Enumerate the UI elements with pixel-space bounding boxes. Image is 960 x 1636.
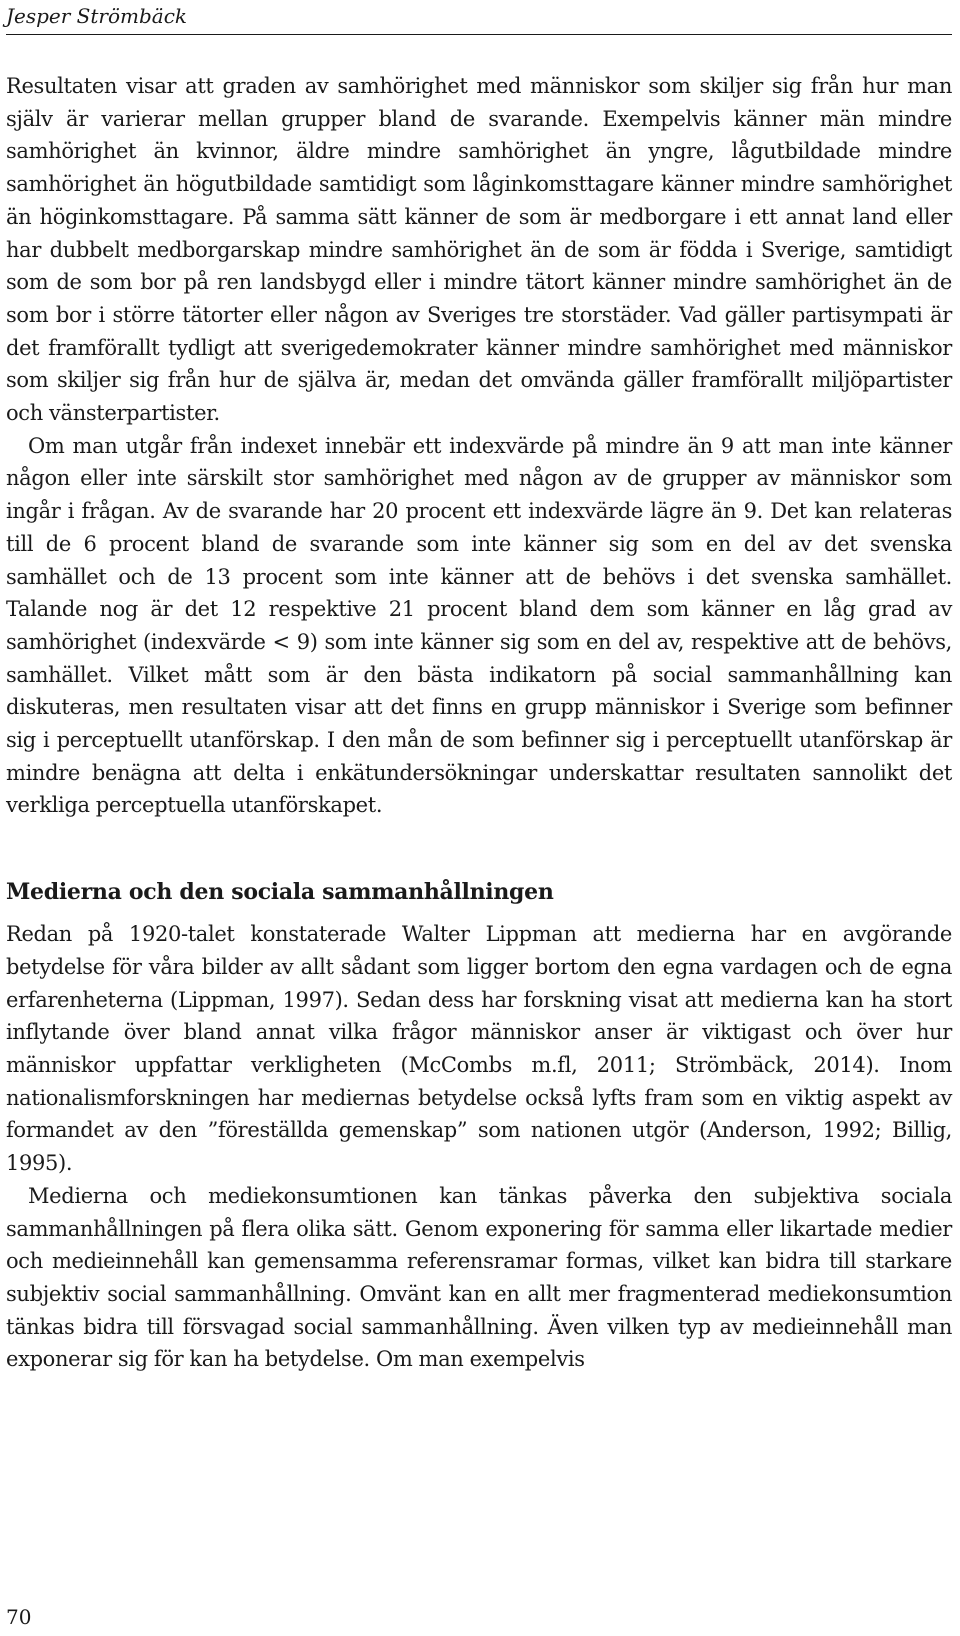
document-page	[6, 0, 952, 1636]
paragraph: Medierna och mediekonsumtionen kan tänkas påverka den subjektiva sociala sammanhållningen på flera olika sätt. Genom exponering för samma eller likartade medier och medieinnehåll kan gemensamma referensramar formas, vilket kan bidra till starkare subjektiv social sammanhållning. Omvänt kan en allt mer fragmenterad mediekonsumtion tänkas bidra till försvagad social sammanhållning. Även vilken typ av medieinnehåll man exponerar sig för kan ha betydelse. Om man exempelvis	[6, 1183, 952, 1372]
section-heading: Medierna och den sociala sammanhållningen	[6, 879, 554, 906]
paragraph: Resultaten visar att graden av samhörighet med människor som skiljer sig från hur man själv är varierar mellan grupper bland de svarande. Exempelvis känner män mindre samhörighet än kvinnor, äldre mindre samhörighet än yngre, lågutbildade mindre samhörighet än högutbildade samtidigt som låginkomsttagare känner mindre samhörighet än höginkomsttagare. På samma sätt känner de som är medborgare i ett annat land eller har dubbelt medborgarskap mindre samhörighet än de som är födda i Sverige, samtidigt som de som bor på ren landsbygd eller i mindre tätort känner mindre samhörighet än de som bor i större tätorter eller någon av Sveriges tre storstäder. Vad gäller partisympati är det framförallt tydligt att sverigedemokrater känner mindre samhörighet med människor som skiljer sig från hur de själva är, medan det omvända gäller framförallt miljöpartister och vänsterpartister.	[6, 74, 952, 426]
page-number: 70	[6, 1605, 32, 1629]
paragraph: Om man utgår från indexet innebär ett indexvärde på mindre än 9 att man inte känner någon eller inte särskilt stor samhörighet med någon av de grupper av människor som ingår i frågan. Av de svarande har 20 procent ett indexvärde lägre än 9. Det kan relateras till de 6 procent bland de svarande som inte känner sig som en del av det svenska samhället och de 13 procent som inte känner att de behövs i det svenska samhället. Talande nog är det 12 respektive 21 procent bland dem som känner en låg grad av samhörighet (indexvärde < 9) som inte känner sig som en del av, respektive att de behövs, samhället. Vilket mått som är den bästa indikatorn på social sammanhållning kan diskuteras, men resultaten visar att det finns en grupp människor i Sverige som befinner sig i perceptuellt utanförskap. I den mån de som befinner sig i perceptuellt utanförskap är mindre benägna att delta i enkätundersökningar underskattar resultaten sannolikt det verkliga perceptuella utanförskapet.	[6, 433, 952, 818]
header-rule	[6, 34, 952, 35]
body-text	[6, 70, 952, 1376]
running-head: Jesper Strömbäck	[6, 4, 188, 28]
paragraph: Redan på 1920-talet konstaterade Walter Lippman att medierna har en avgörande betydelse för våra bilder av allt sådant som ligger bortom den egna vardagen och de egna erfarenheterna (Lippman, 1997). Sedan dess har forskning visat att medierna kan ha stort inflytande över bland annat vilka frågor människor anser är viktigast och över hur människor uppfattar verkligheten (McCombs m.fl, 2011; Strömbäck, 2014). Inom nationalismforskningen har mediernas betydelse också lyfts fram som en viktig aspekt av formandet av den ”föreställda gemenskap” som nationen utgör (Anderson, 1992; Billig, 1995).	[6, 922, 952, 1176]
